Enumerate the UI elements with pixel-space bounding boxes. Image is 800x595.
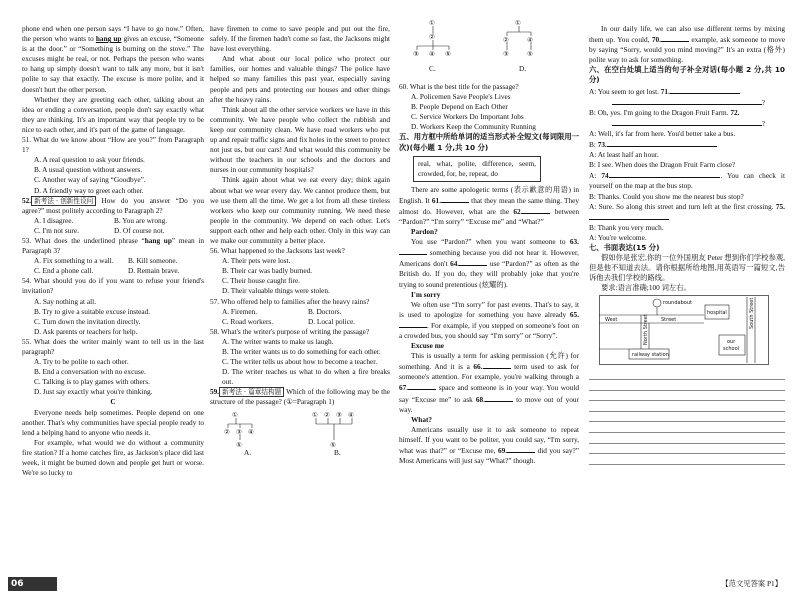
- writing-line[interactable]: [589, 369, 785, 380]
- column-2: [210, 24, 390, 456]
- structure-diagram-d: [499, 18, 559, 70]
- option: D. A friendly way to greet each other.: [34, 185, 144, 195]
- question-59: 59. 新考法 · 篇章结构题 Which of the following may be the structure of the passage? (①=Paragraph 1): [210, 387, 390, 407]
- svg-text:②: ②: [324, 410, 330, 419]
- writing-requirement: 要求:语言准确;100 词左右。: [601, 283, 691, 293]
- structure-diagrams-cd: [399, 14, 579, 82]
- option: D. The writer teaches us what to do when a fire breaks out.: [222, 367, 390, 387]
- structure-diagrams-ab: [210, 408, 390, 456]
- question-55: 55. What does the writer mainly want to tell us in the last paragraph?: [22, 336, 204, 356]
- answer-blank[interactable]: [459, 258, 487, 266]
- option: D. Their valuable things were stolen.: [222, 286, 330, 296]
- subheading-excuse: Excuse me: [411, 341, 445, 351]
- paragraph: Whether they are greeting each other, talking about an idea or ending a conversation, people don't say exactly what they are thinking. It's an important way that people try to be nice to each other, and it's part of the game of language.: [22, 94, 204, 134]
- structure-diagram-b: [310, 410, 390, 450]
- svg-text:④: ④: [429, 50, 435, 58]
- option: B. The writer wants us to do something for each other.: [222, 347, 381, 356]
- map-label-west: West: [605, 317, 618, 324]
- svg-text:②: ②: [429, 33, 435, 41]
- paragraph: There are some apologetic terms (表示歉意的用语) in English. It 61. that they mean the same thing. They almost do. However, what are the 62. between “Pardon?” “I'm sorry” “Excuse me” and “What?”: [399, 184, 580, 226]
- structure-diagram-a: [222, 410, 302, 450]
- writing-line[interactable]: [589, 412, 785, 423]
- map-label-railway: railway station: [632, 352, 669, 359]
- paragraph: You use “Pardon?” when you want someone to 63. something because you did not hear it. However, Americans don't 64. use “Pardon?” as often as the British do. If you do, they will probably joke that you're trying to sound pretentious (炫耀的).: [399, 237, 580, 289]
- option: D. Ask parents or teachers for help.: [34, 326, 138, 336]
- writing-line[interactable]: [589, 433, 785, 444]
- question-52: 52. 新考法 · 创新性设问 How do you answer “Do you agree?” most politely according to Paragraph 2?: [22, 195, 204, 215]
- page-number: 06: [8, 577, 57, 591]
- question-56: 56. What happened to the Jacksons last week?: [210, 246, 345, 256]
- question-51: 51. What do we know about “How are you?” from Paragraph 1?: [22, 135, 204, 155]
- subheading-sorry: I'm sorry: [411, 289, 441, 299]
- paragraph: Everyone needs help sometimes. People depend on one another. That's why communities have special people ready to lend a helping hand to anyone who needs it.: [22, 407, 204, 437]
- section-5-heading: 五、用方框中所给单词的适当形式补全短文(每词限用一次)(每小题 1 分,共 10 分): [399, 132, 579, 152]
- option: C. Turn down the invitation directly.: [34, 316, 141, 326]
- subheading-what: What?: [411, 414, 433, 424]
- option: C. The writer tells us about how to become a teacher.: [222, 357, 378, 367]
- dialogue-line: B: 73.: [589, 139, 785, 150]
- question-60: 60. What is the best title for the passage?: [399, 82, 519, 91]
- dialogue-line: B: Oh, yes. I'm going to the Dragon Fruit Farm. 72.: [589, 107, 740, 117]
- column-1: [22, 24, 204, 478]
- svg-text:④: ④: [348, 410, 354, 419]
- svg-text:⑤: ⑤: [236, 440, 242, 449]
- svg-text:①: ①: [515, 19, 521, 27]
- paragraph: In our daily life, we can also use different terms by mixing them up. You could, 70. example, ask someone to move by saying “Sorry, would you mind moving?” It's an extra (格外) polite way to ask for something.: [589, 24, 786, 65]
- option-row: A. I disagree. B. You are wrong.: [34, 215, 168, 225]
- passage-b-end: phone end when one person says “I have to go now.” Often, the person who wants to hang up gives an excuse, “Someone is at the door.” or “Something is burning on the stove.” The excuses might be real, or not. Perhaps the person who wants to hang up simply doesn't want to talk any more, but it isn't polite to say that exactly. The excuse is more polite, and it doesn't hurt the other person.: [22, 24, 204, 94]
- option: B. End a conversation with no excuse.: [34, 367, 146, 377]
- answer-blank[interactable]: [589, 212, 669, 220]
- option: A. A real question to ask your friends.: [34, 155, 145, 165]
- map-label-school: school: [723, 346, 740, 353]
- writing-line[interactable]: [589, 454, 785, 465]
- option-row: A. Fix something to a wall. B. Kill someone.: [34, 256, 178, 266]
- dialogue-line: A: You're welcome.: [589, 232, 647, 242]
- dialogue-line: A: At least half an hour.: [589, 150, 659, 160]
- answer-blank[interactable]: [399, 247, 427, 255]
- option: B. Their car was badly burned.: [222, 266, 313, 276]
- writing-line[interactable]: [589, 444, 785, 455]
- answer-blank[interactable]: [507, 445, 535, 453]
- underlined-phrase: hang up: [95, 34, 122, 44]
- svg-text:②: ②: [503, 36, 509, 44]
- option: B. A usual question without answers.: [34, 165, 143, 175]
- option-row: C. I'm not sure. D. Of course not.: [34, 225, 165, 235]
- svg-text:⑤: ⑤: [330, 440, 336, 449]
- writing-lines[interactable]: [589, 369, 785, 464]
- question-53: 53. What does the underlined phrase “hang up” mean in Paragraph 3?: [22, 235, 204, 256]
- answer-blank[interactable]: [408, 382, 436, 390]
- paragraph: For example, what would we do without a community fire station? If a home catches fire, as Jackson's place did last week, it might be burned down and people get hurt or worse. We're so lucky to: [22, 437, 204, 478]
- option: B. People Depend on Each Other: [411, 102, 508, 112]
- question-57: 57. Who offered help to families after the heavy rains?: [210, 296, 370, 306]
- option-label-d: D.: [519, 64, 527, 73]
- section-6-heading: 六、在空白处填上适当的句子补全对话(每小题 2 分,共 10 分): [589, 65, 785, 85]
- paragraph: Americans usually use it to ask someone to repeat himself. If you want to be politer, you could say, “I'm sorry, what was that?” or “Excuse me, 69. did you say?” Most Americans will just say “What?” though.: [399, 424, 580, 466]
- svg-text:③: ③: [236, 427, 242, 436]
- option: C. Another way of saying “Goodbye”.: [34, 175, 146, 185]
- svg-text:①: ①: [312, 410, 318, 419]
- svg-text:⑤: ⑤: [445, 50, 451, 58]
- dialogue-line: A: 74. . You can check it yourself on the map at the bus stop.: [589, 171, 785, 191]
- option: A. Try to be polite to each other.: [34, 357, 129, 367]
- answer-blank[interactable]: [661, 34, 689, 42]
- option: A. The writer wants to make us laugh.: [222, 336, 334, 346]
- answer-blank[interactable]: [607, 139, 717, 147]
- option-label-a: A.: [244, 447, 252, 457]
- answer-blank[interactable]: [610, 170, 720, 178]
- map-label-street: Street: [661, 317, 677, 324]
- dialogue-line: B: I see. When does the Dragon Fruit Farm close?: [589, 160, 736, 170]
- paragraph: Think again about what we eat every day; think again about what we wear every day. We cannot produce them, but we use them all the time. We get a lot from all these tireless workers who keep our community running. We need these people in the community. We depend on each other. Let's support each other and help each other. Only in this way can we make our community a better place.: [210, 175, 390, 245]
- svg-text:①: ①: [232, 410, 238, 419]
- answer-blank[interactable]: [399, 320, 427, 328]
- answer-blank[interactable]: [612, 97, 762, 105]
- option: C. Service Workers Do Important Jobs: [411, 112, 524, 122]
- answer-reference: 【范文见答案 P1】: [721, 579, 782, 588]
- answer-blank[interactable]: [522, 206, 550, 214]
- dialogue-line: B: Thank you very much.: [589, 222, 664, 232]
- svg-text:⑤: ⑤: [527, 50, 533, 58]
- dialogue-line: ?: [589, 118, 785, 129]
- svg-text:③: ③: [336, 410, 342, 419]
- map-label-north-street: North Street: [643, 314, 649, 346]
- answer-blank[interactable]: [485, 394, 513, 402]
- option: C. Their house caught fire.: [222, 276, 301, 286]
- map-label-south-street: South Street: [749, 298, 755, 330]
- map-label-roundabout: roundabout: [663, 300, 692, 307]
- option-row: C. Road workers. D. Local police.: [222, 316, 356, 326]
- writing-line[interactable]: [589, 380, 785, 391]
- structure-diagram-c: [409, 18, 469, 70]
- question-tag: 新考法 · 篇章结构题: [219, 387, 284, 397]
- dialogue-line: A: You seem to get lost. 71.: [589, 86, 785, 97]
- option-label-b: B.: [334, 447, 341, 457]
- question-tag: 新考法 · 创新性设问: [31, 196, 96, 206]
- column-4: [589, 24, 785, 465]
- answer-blank[interactable]: [670, 86, 740, 94]
- writing-prompt: 假如你是张宏,你的一位外国朋友 Peter 想到你们学校参观,但是他不知道去法。请你根据所给地图,用英语写一篇短文,告诉他去我们学校的路线。: [589, 253, 785, 283]
- answer-blank[interactable]: [483, 361, 511, 369]
- paragraph: Think about all the other service workers we have in this community. We have people who collect the rubbish and keep our community clean. We have road workers who put up and repair traffic signs and fix holes in the street to protect not just us, but our cars! And what would this community be without the teachers in our schools and the doctors and nurses in our community hospitals?: [210, 104, 390, 175]
- paragraph: have firemen to come to save people and put out the fire, safely. If the firemen hadn't come so fast, the Jacksons might have lost everything.: [210, 24, 390, 54]
- svg-text:④: ④: [248, 427, 254, 436]
- svg-text:④: ④: [527, 36, 533, 44]
- column-3: [399, 19, 580, 466]
- question-58: 58. What's the writer's purpose of writing the passage?: [210, 326, 370, 336]
- subheading-pardon: Pardon?: [411, 227, 438, 237]
- word-box: real, what, polite, difference, seem, crowded, for, be, repeat, do: [413, 156, 541, 182]
- map-label-our: our: [727, 339, 736, 346]
- option-row: C. End a phone call. D. Remain brave.: [34, 266, 180, 276]
- option: D. Just say exactly what you're thinking.: [34, 387, 153, 397]
- route-map: [599, 295, 769, 365]
- svg-text:③: ③: [503, 50, 509, 58]
- option: B. Try to give a suitable excuse instead.: [34, 306, 151, 316]
- answer-blank[interactable]: [612, 118, 762, 126]
- svg-text:①: ①: [429, 19, 435, 27]
- writing-line[interactable]: [589, 422, 785, 433]
- option-row: A. Firemen. B. Doctors.: [222, 306, 342, 316]
- option: C. Talking is to play games with others.: [34, 377, 150, 387]
- option-label-c: C.: [429, 64, 436, 73]
- option: A. Say nothing at all.: [34, 296, 97, 306]
- writing-line[interactable]: [589, 391, 785, 402]
- section-heading-c: C: [110, 397, 116, 407]
- svg-text:②: ②: [224, 427, 230, 436]
- svg-text:③: ③: [413, 50, 419, 58]
- option: D. Workers Keep the Community Running: [411, 122, 536, 132]
- paragraph: This is usually a term for asking permission (允许) for something. And it is a 66. term used to ask for someone's attention. For example, you're walking through a 67. space and someone is in your way. You would say “Excuse me” to ask 68. to move out of your way.: [399, 351, 580, 414]
- paragraph: We often use “I'm sorry” for past events. That's to say, it is used to apologize for something you have already 65.. For example, if you stepped on someone's foot on a crowded bus, you should say “I'm sorry” or “Sorry”.: [399, 299, 580, 340]
- dialogue-line: ?: [589, 97, 785, 108]
- question-54: 54. What should you do if you want to refuse your friend's invitation?: [22, 276, 204, 296]
- section-7-heading: 七、书面表达(15 分): [589, 242, 660, 252]
- map-label-hospital: hospital: [707, 310, 727, 317]
- option: A. Policemen Save People's Lives: [411, 92, 511, 102]
- option: A. Their pets were lost.: [222, 256, 291, 266]
- dialogue-line: A: Sure. So along this street and turn left at the first crossing. 75.: [589, 202, 785, 223]
- dialogue-line: A: Well, it's far from here. You'd better take a bus.: [589, 128, 736, 138]
- dialogue-line: B: Thanks. Could you show me the nearest bus stop?: [589, 191, 744, 201]
- writing-line[interactable]: [589, 401, 785, 412]
- answer-blank[interactable]: [441, 195, 469, 203]
- paragraph: And what about our local police who protect our families, our homes and valuable things? The police have helped so many families this past year, especially saving people and pets and protecting our houses and other things after the heavy rains.: [210, 54, 390, 104]
